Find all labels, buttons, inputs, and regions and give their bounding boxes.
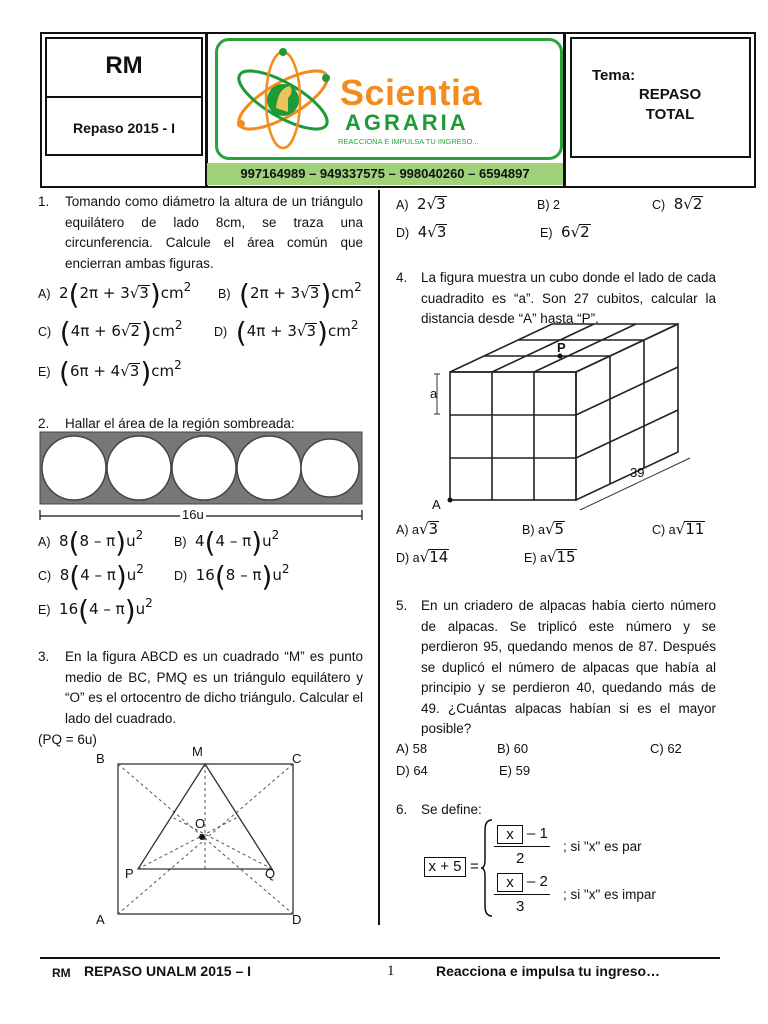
q1-e-letter: E) xyxy=(38,365,51,379)
q4-b-text: B) a xyxy=(522,523,545,537)
q1-c-letter: C) xyxy=(38,325,52,339)
q6-case1-denominator: 2 xyxy=(516,850,525,867)
q6-case1-minus: – 1 xyxy=(527,825,548,842)
q4-option-b: B) a√5 xyxy=(522,520,565,538)
q2-a-letter: A) xyxy=(38,535,51,549)
footer-title: REPASO UNALM 2015 – I xyxy=(84,963,252,979)
q4-cube-figure xyxy=(420,320,720,516)
q1-number: 1. xyxy=(38,194,50,209)
q4-c-text: C) a xyxy=(652,523,676,537)
q4-label-p: P xyxy=(557,340,566,355)
topic-value-line1: REPASO xyxy=(638,86,702,103)
q2-dimension-label: 16u xyxy=(182,507,204,522)
footer-course: RM xyxy=(52,966,71,980)
q4-b-radicand: 5 xyxy=(554,520,565,538)
q4-d-text: D) a xyxy=(396,551,420,565)
q4-label-vertex-a: A xyxy=(432,497,441,512)
q4-d-radicand: 14 xyxy=(429,548,449,566)
q6-case2-condition: ; si "x" es impar xyxy=(563,887,656,902)
logo-subtitle: AGRARIA xyxy=(345,110,469,135)
q6-case2-minus: – 2 xyxy=(527,873,548,890)
topic-label: Tema: xyxy=(592,67,636,84)
q3-e-coef: 6 xyxy=(561,223,571,241)
q6-lhs-box: x + 5 xyxy=(424,857,466,877)
q6-case2-denominator: 3 xyxy=(516,898,525,915)
q3-option-e: E) 6√2 xyxy=(540,223,590,241)
q2-option-c: C) $8(4 - \pi)u^2$ xyxy=(38,560,144,593)
page-number: 1 xyxy=(387,963,395,979)
logo-slogan: REACCIONA E IMPULSA TU INGRESO... xyxy=(338,137,479,146)
q3-a-coef: 2 xyxy=(417,195,427,213)
phone-numbers: 997164989 – 949337575 – 998040260 – 6594897 xyxy=(240,166,530,181)
q1-b-letter: B) xyxy=(218,287,231,301)
q3-e-radicand: 2 xyxy=(580,223,590,241)
q2-c-letter: C) xyxy=(38,569,52,583)
q3-text: En la figura ABCD es un cuadrado “M” es punto medio de BC, PMQ es un triángulo equilátero y “O” es el ortocentro de dicho triángulo. Calcular el lado del cuadrado. xyxy=(65,649,363,726)
q6-equals: = xyxy=(470,858,479,875)
q2-e-letter: E) xyxy=(38,603,51,617)
q5-option-e: E) 59 xyxy=(499,763,531,778)
column-divider xyxy=(378,190,380,925)
q2-text: Hallar el área de la región sombreada: xyxy=(65,416,295,431)
q5-text: En un criadero de alpacas había cierto número de alpacas. Se triplicó este número y se perdieron 95, quedando menos de 87. Después se duplicó el número de alpacas que había al principio y se perdieron 40, quedando más de 49. ¿Cuántas alpacas habían si es el mayor posible? xyxy=(421,598,716,736)
q2-option-e: E) $16(4 - \pi)u^2$ xyxy=(38,594,153,627)
q3-label-d: D xyxy=(292,912,302,927)
q5-number: 5. xyxy=(396,598,408,613)
q2-option-a: A) $8(8 - \pi)u^2$ xyxy=(38,526,144,559)
q5-option-c: C) 62 xyxy=(650,741,682,756)
q6-case1-fraction-bar xyxy=(494,846,550,847)
q4-c-radicand: 11 xyxy=(685,520,705,538)
q4-e-text: E) a xyxy=(524,551,547,565)
q3-square-figure xyxy=(90,742,320,932)
q5-option-d: D) 64 xyxy=(396,763,428,778)
q3-d-letter: D) xyxy=(396,226,410,240)
q3-c-letter: C) xyxy=(652,198,666,212)
q3-label-o: O xyxy=(195,816,206,831)
course-subtitle: Repaso 2015 - I xyxy=(73,120,175,136)
q1-d-letter: D) xyxy=(214,325,228,339)
q3-d-radicand: 3 xyxy=(436,223,447,241)
footer-slogan: Reacciona e impulsa tu ingreso… xyxy=(436,963,661,979)
q6-brace-icon xyxy=(480,818,494,918)
q3-label-q: Q xyxy=(265,866,276,881)
q4-a-radicand: 3 xyxy=(428,520,439,538)
q1-option-a: A) $2(2\pi + 3√3)cm^2$ xyxy=(38,278,192,311)
topic-value-line2: TOTAL xyxy=(645,106,695,123)
q3-label-p: P xyxy=(125,866,134,881)
q3-label-m: M xyxy=(192,744,203,759)
atom-logo-icon xyxy=(228,48,338,152)
q4-dimension-label: 39 xyxy=(630,465,645,480)
q4-option-c: C) a√11 xyxy=(652,520,705,538)
q3-option-b: B) 2 xyxy=(537,198,560,212)
q6-case1-box: x xyxy=(497,825,523,844)
q5-option-a: A) 58 xyxy=(396,741,428,756)
q3-c-radicand: 2 xyxy=(692,195,703,213)
q3-e-letter: E) xyxy=(540,226,553,240)
q6-text: Se define: xyxy=(421,802,482,817)
q1-option-b: B) $(2\pi + 3√3)cm^2$ xyxy=(218,278,362,311)
header-divider-right xyxy=(563,32,566,188)
q3-option-c: C) 8√2 xyxy=(652,195,703,213)
q3-c-coef: 8 xyxy=(673,195,684,213)
q3-label-c: C xyxy=(292,751,302,766)
q5-option-b: B) 60 xyxy=(497,741,529,756)
footer-rule xyxy=(40,957,720,959)
q2-number: 2. xyxy=(38,416,50,431)
logo-wordmark: Scientia xyxy=(340,72,483,113)
course-title: RM xyxy=(105,52,143,79)
q4-text: La figura muestra un cubo donde el lado de cada cuadradito es “a”. Son 27 cubitos, calcular la distancia desde “A” hasta “P”. xyxy=(421,270,716,326)
q4-e-radicand: 15 xyxy=(556,548,576,566)
q2-option-d: D) $16(8 - \pi)u^2$ xyxy=(174,560,290,593)
q4-option-e: E) a√15 xyxy=(524,548,576,566)
q3-a-radicand: 3 xyxy=(436,195,446,213)
q4-label-side-a: a xyxy=(430,386,438,401)
q4-number: 4. xyxy=(396,270,408,285)
q1-text: Tomando como diámetro la altura de un triángulo equilátero de lado 8cm, se traza una circunferencia. Calcule el área común que encierran ambas figuras. xyxy=(65,194,363,271)
q1-a-letter: A) xyxy=(38,287,51,301)
q1-option-c: C) $(4\pi + 6√2)cm^2$ xyxy=(38,316,183,349)
q6-case2-box: x xyxy=(497,873,523,892)
q3-number: 3. xyxy=(38,649,50,664)
q3-label-a: A xyxy=(96,912,105,927)
q6-case1-condition: ; si "x" es par xyxy=(563,839,642,854)
q4-option-d: D) a√14 xyxy=(396,548,449,566)
rm-divider xyxy=(45,96,203,98)
q1-option-e: E) $(6\pi + 4√3)cm^2$ xyxy=(38,356,182,389)
q3-d-coef: 4 xyxy=(417,223,428,241)
q3-a-letter: A) xyxy=(396,198,409,212)
q4-option-a: A) a√3 xyxy=(396,520,439,538)
q3-option-a: A) 2√3 xyxy=(396,195,446,213)
q3-label-b: B xyxy=(96,751,105,766)
q2-option-b: B) $4(4 - \pi)u^2$ xyxy=(174,526,280,559)
q2-b-letter: B) xyxy=(174,535,187,549)
q6-number: 6. xyxy=(396,802,408,817)
q3-option-d: D) 4√3 xyxy=(396,223,447,241)
q1-option-d: D) $(4\pi + 3√3)cm^2$ xyxy=(214,316,359,349)
q4-a-text: A) a xyxy=(396,523,419,537)
q2-d-letter: D) xyxy=(174,569,188,583)
q6-case2-fraction-bar xyxy=(494,894,550,895)
q3-given: (PQ = 6u) xyxy=(38,732,97,747)
